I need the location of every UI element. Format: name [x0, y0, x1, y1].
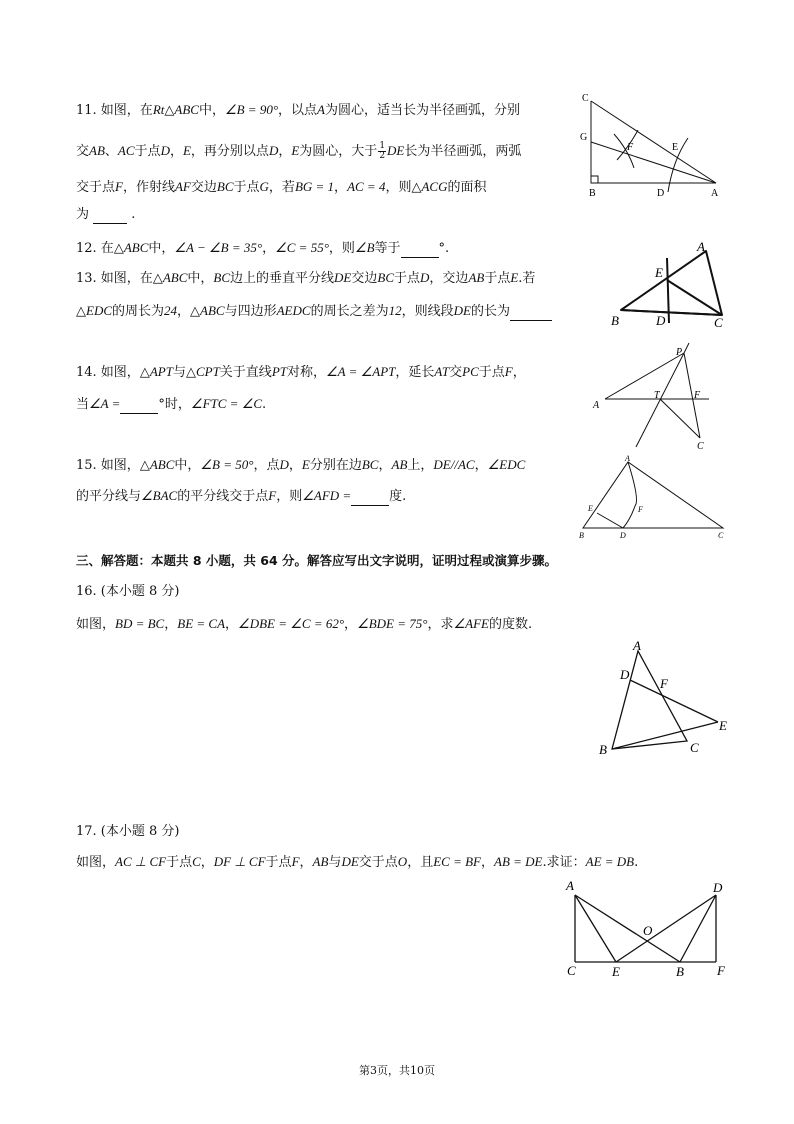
point-label-A: A	[566, 878, 574, 893]
point-label-C: C	[582, 93, 589, 104]
point-label-O: O	[643, 923, 653, 938]
point-label-F: F	[660, 676, 668, 691]
point-label-C: C	[718, 531, 724, 540]
point-label-B: B	[589, 188, 596, 199]
point-label-B: B	[599, 742, 607, 757]
point-label-D: D	[620, 531, 626, 540]
q17-line: 如图，AC ⊥ CF于点C，DF ⊥ CF于点F，AB与DE交于点O，且EC = BF，AB = DE.求证：AE = DB.	[76, 854, 639, 870]
answer-blank-q15[interactable]	[351, 491, 389, 506]
q13-line-2: △EDC的周长为24，△ABC与四边形AEDC的周长之差为12，则线段DE的长为	[76, 302, 552, 321]
q14-line-2: 当∠A = °时，∠FTC = ∠C.	[76, 396, 267, 412]
q11-line-2: 交AB、AC于点D，E，再分别以点D，E为圆心，大于 $\frac{1}{2}$ DE长为半径画弧，两弧	[76, 141, 522, 161]
q15-line-2: 的平分线与∠BAC的平分线交于点F，则∠AFD = 度.	[76, 488, 407, 504]
point-label-D: D	[713, 880, 723, 895]
q12-line: 12. 在△ABC中，∠A − ∠B = 35°，∠C = 55°，则∠B等于 °.	[76, 240, 450, 256]
q17-heading: 17. (本小题 8 分)	[76, 824, 180, 839]
point-label-B: B	[676, 964, 684, 979]
point-label-C: C	[567, 963, 576, 978]
point-label-T: T	[654, 390, 660, 401]
q11-line-3: 交于点F，作射线AF交边BC于点G，若BG = 1，AC = 4，则△ACG的面积	[76, 179, 487, 195]
point-label-P: P	[676, 347, 683, 358]
point-label-D: D	[620, 667, 630, 682]
answer-blank-q14[interactable]	[120, 399, 158, 414]
point-label-C: C	[714, 315, 723, 330]
point-label-A: A	[633, 638, 641, 653]
answer-blank-q11[interactable]	[93, 209, 127, 224]
q11-line-4: 为 .	[76, 207, 136, 222]
answer-blank-q12[interactable]	[401, 243, 439, 258]
q13-line-1: 13. 如图，在△ABC中，BC边上的垂直平分线DE交边BC于点D，交边AB于点E.若	[76, 270, 536, 286]
point-label-F: F	[638, 505, 643, 514]
page-footer: 第3页，共10页	[359, 1064, 435, 1077]
fraction-one-half: $\frac{1}{2}$	[379, 141, 386, 161]
point-label-C: C	[690, 740, 699, 755]
point-label-A: A	[711, 188, 719, 199]
point-label-A: A	[697, 239, 705, 254]
q16-heading: 16. (本小题 8 分)	[76, 584, 180, 599]
answer-blank-q13[interactable]	[510, 306, 552, 321]
point-label-F: F	[694, 390, 701, 401]
section-3-heading: 三、解答题：本题共 8 小题，共 64 分。解答应写出文字说明，证明过程或演算步骤。	[76, 553, 558, 568]
point-label-G: G	[580, 132, 588, 143]
point-label-E: E	[655, 265, 663, 280]
q15-line-1: 15. 如图，△ABC中，∠B = 50°，点D，E分别在边BC，AB上，DE//AC，∠EDC	[76, 457, 526, 473]
point-label-E: E	[588, 504, 593, 513]
point-label-E: E	[672, 142, 679, 153]
point-label-D: D	[656, 313, 666, 328]
point-label-E: E	[719, 718, 727, 733]
q11-line-1: 11. 如图，在Rt△ABC中，∠B = 90°，以点A为圆心，适当长为半径画弧，分别	[76, 102, 521, 118]
point-label-B: B	[611, 313, 619, 328]
point-label-D: D	[657, 188, 665, 199]
q16-line: 如图，BD = BC，BE = CA，∠DBE = ∠C = 62°，∠BDE = 75°，求∠AFE的度数.	[76, 616, 533, 632]
point-label-A: A	[625, 454, 630, 463]
point-label-E: E	[612, 964, 620, 979]
point-label-F: F	[717, 963, 725, 978]
point-label-F: F	[627, 142, 634, 153]
q14-line-1: 14. 如图，△APT与△CPT关于直线PT对称，∠A = ∠APT，延长AT交PC于点F，	[76, 364, 526, 380]
point-label-A: A	[593, 400, 600, 411]
point-label-B: B	[579, 531, 584, 540]
point-label-C: C	[697, 441, 704, 452]
